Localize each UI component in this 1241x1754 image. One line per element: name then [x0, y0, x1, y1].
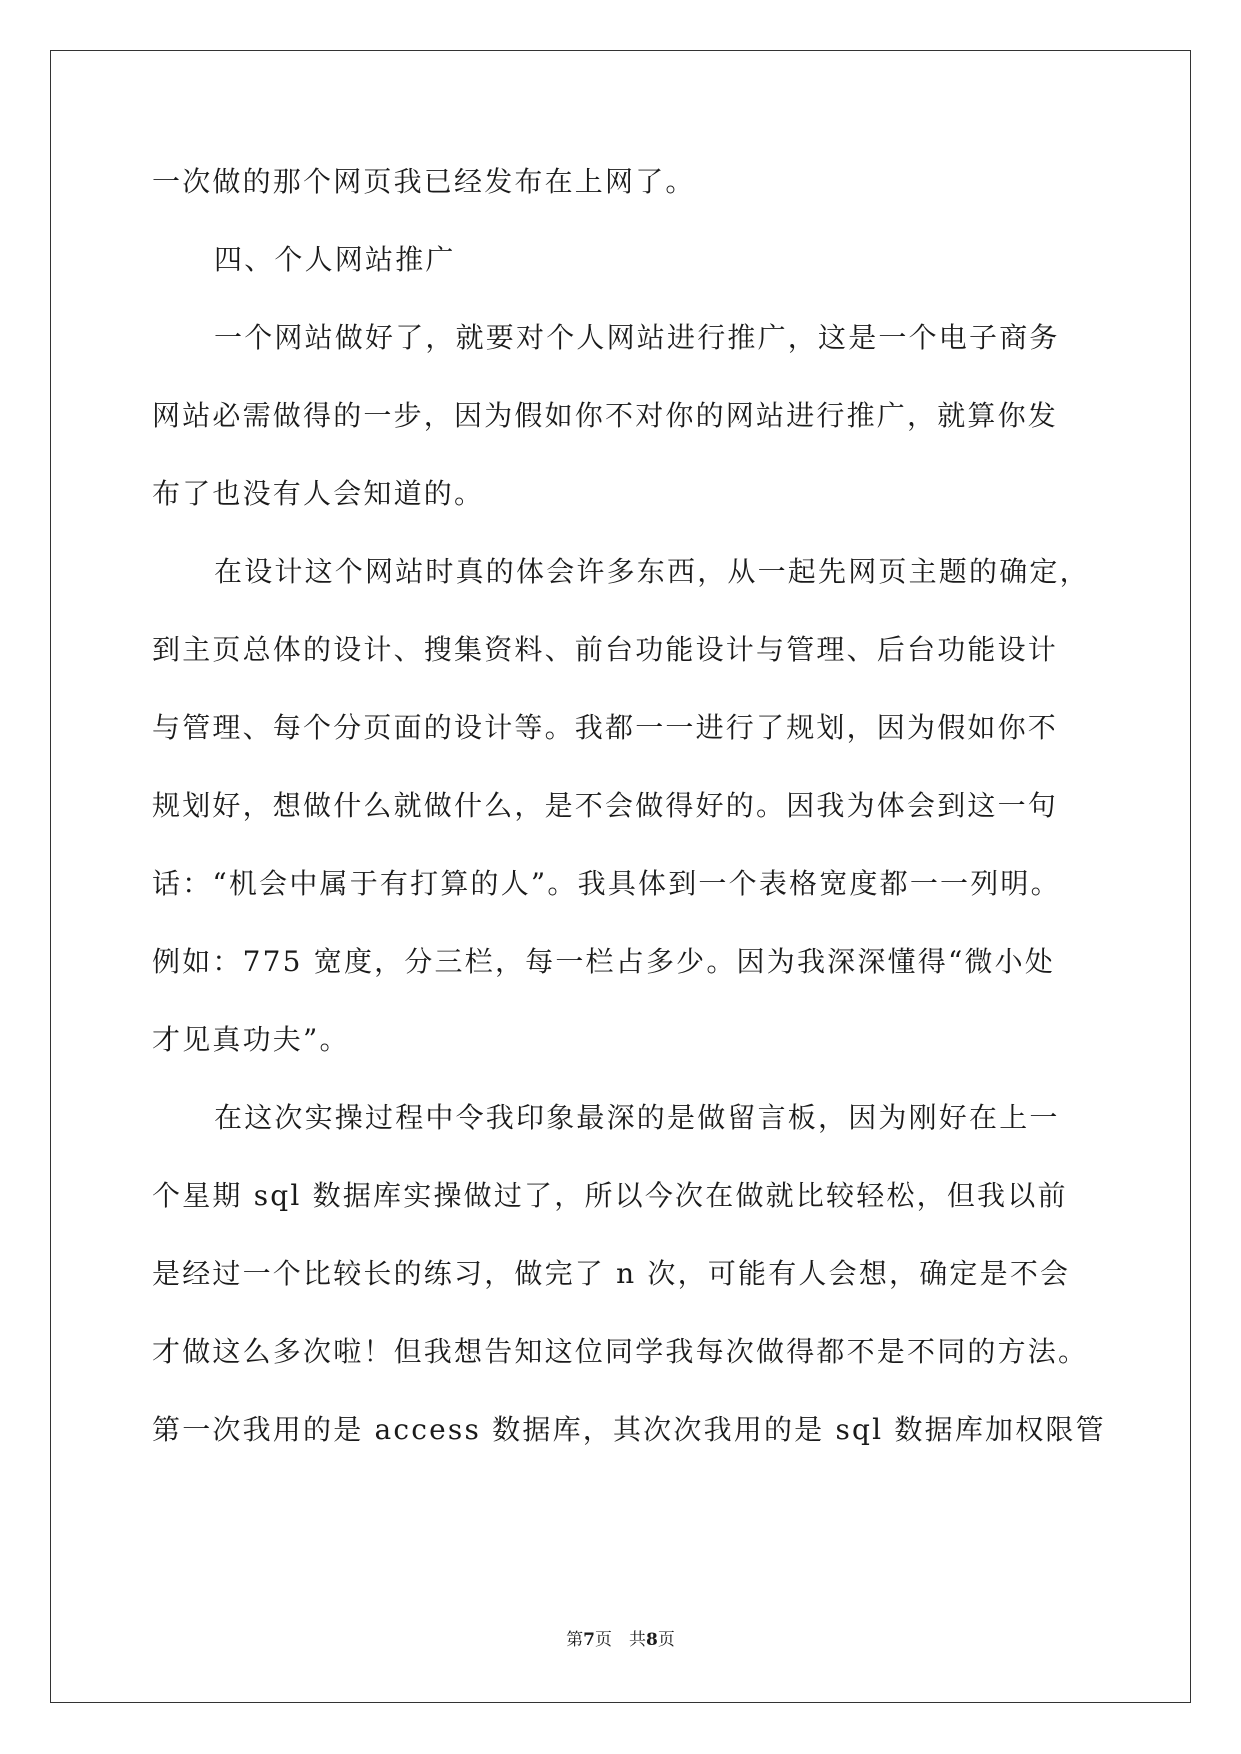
page-footer: [0, 1625, 1241, 1650]
text-line: 话：“机会中属于有打算的人”。我具体到一个表格宽度都一一列明。: [152, 867, 1061, 900]
text-line: 一个网站做好了，就要对个人网站进行推广，这是一个电子商务: [214, 321, 1060, 354]
text-line: 规划好，想做什么就做什么，是不会做得好的。因我为体会到这一句: [152, 789, 1059, 822]
page-total: 8: [646, 1630, 658, 1650]
page-prefix: 第: [566, 1630, 584, 1650]
text-line: 与管理、每个分页面的设计等。我都一一进行了规划，因为假如你不: [152, 711, 1059, 744]
page-current: 7: [583, 1630, 595, 1650]
text-line: 到主页总体的设计、搜集资料、前台功能设计与管理、后台功能设计: [152, 633, 1059, 666]
section-heading: 四、个人网站推广: [214, 243, 456, 276]
text-line: 才做这么多次啦！但我想告知这位同学我每次做得都不是不同的方法。: [152, 1335, 1089, 1368]
text-line: 在设计这个网站时真的体会许多东西，从一起先网页主题的确定，: [214, 555, 1090, 588]
text-line: 才见真功夫”。: [152, 1023, 350, 1056]
text-line: 一次做的那个网页我已经发布在上网了。: [152, 165, 696, 198]
text-line: 布了也没有人会知道的。: [152, 477, 485, 510]
text-line: 网站必需做得的一步，因为假如你不对你的网站进行推广，就算你发: [152, 399, 1059, 432]
text-line: 例如：775 宽度，分三栏，每一栏占多少。因为我深深懂得“微小处: [152, 945, 1056, 978]
text-line: 在这次实操过程中令我印象最深的是做留言板，因为刚好在上一: [214, 1101, 1060, 1134]
text-line: 是经过一个比较长的练习，做完了 n 次，可能有人会想，确定是不会: [152, 1257, 1071, 1290]
page-suffix: 页: [657, 1630, 675, 1650]
page-mid: 页 共: [595, 1630, 646, 1650]
text-line: 个星期 sql 数据库实操做过了，所以今次在做就比较轻松，但我以前: [152, 1179, 1068, 1212]
text-line: 第一次我用的是 access 数据库，其次次我用的是 sql 数据库加权限管: [152, 1413, 1106, 1446]
